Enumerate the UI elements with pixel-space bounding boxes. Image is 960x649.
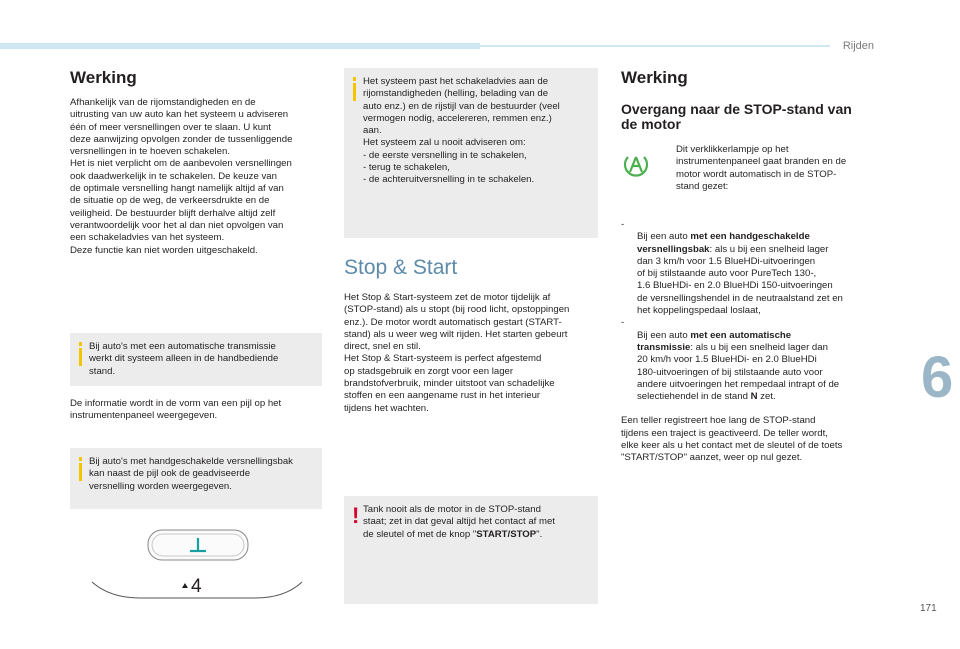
- warning-icon: !: [352, 503, 360, 528]
- stop-start-title: Stop & Start: [344, 256, 458, 279]
- section-name: Rijden: [842, 40, 874, 52]
- werking-title: Werking: [70, 68, 137, 87]
- info-icon-bar: [353, 83, 356, 101]
- info-icon: [353, 77, 356, 81]
- list-text: Bij een auto: [637, 231, 691, 243]
- page-number: 171: [920, 603, 937, 614]
- list-text: zet.: [757, 391, 776, 403]
- list-text-bold: met een handgeschakelde versnellingsbak: [637, 231, 810, 255]
- werking-intro: Afhankelijk van de rijomstandigheden en de uitrusting van uw auto kan het systeem u adviseren één of meer versnellingen over te slaan. U kunt deze aanwijzing opvolgen zonder de tussenliggende versnellingen in te hoeven schakelen. Het is niet verplicht om de aanbevolen versnellingen ook daadwerkelijk in te schakelen. De keuze van de optimale versnelling hangt namelijk altijd af van de situatie op de weg, de verkeersdrukte en de veiligheid. De bestuurder blijft derhalve altijd zelf verantwoordelijk voor het al dan niet opvolgen van een schakeladvies van het systeem. Deze functie kan niet worden uitgeschakeld.: [70, 97, 293, 256]
- info-box-auto: [70, 333, 322, 386]
- list-dash: -: [621, 317, 625, 329]
- display-note: De informatie wordt in de vorm van een pijl op het instrumentenpaneel weergegeven.: [70, 398, 282, 422]
- gear-number: 4: [191, 576, 202, 597]
- stop-start-lamp-icon: [623, 152, 649, 178]
- list-item: [621, 317, 881, 403]
- stop-start-section: [344, 256, 598, 415]
- warning-text-end: ".: [536, 528, 543, 540]
- list-text: : als u bij een snelheid lager dan 20 km/h voor 1.5 BlueHDi- en 2.0 BlueHDi 180-uitvoeringen of bij stilstaande auto voor andere uitvoeringen het rempedaal intrapt of de selectiehendel in de stand: [637, 341, 840, 403]
- info-box-system: [344, 68, 598, 238]
- info-icon: [79, 342, 82, 346]
- warning-lamp-row: [621, 144, 881, 209]
- warning-text: [363, 504, 592, 541]
- werking-title-2: Werking: [621, 68, 688, 87]
- gear-shift-indicator-illustration: [90, 520, 305, 600]
- info-auto-text: Bij auto's met een automatische transmissie werkt dit systeem alleen in de handbediende stand.: [89, 341, 279, 377]
- warning-button-label: START/STOP: [476, 528, 537, 540]
- list-text: Bij een auto: [637, 329, 691, 341]
- info-icon: [79, 457, 82, 461]
- list-item: [621, 219, 881, 317]
- werking-section: [70, 68, 322, 257]
- counter-text: Een teller registreert hoe lang de STOP-stand tijdens een traject is geactiveerd. De teller wordt, elke keer als u het contact met de sleutel of de toets "START/STOP" aanzet, weer op nul gezet.: [621, 415, 843, 464]
- lamp-description: Dit verklikkerlampje op het instrumentenpaneel gaat branden en de motor wordt automatisch in de STOP- stand gezet:: [676, 144, 847, 192]
- info-box-manual: [70, 448, 322, 509]
- warning-box: [344, 496, 598, 604]
- stop-mode-subtitle: Overgang naar de STOP-stand van de motor: [621, 101, 852, 132]
- condition-list: [621, 219, 881, 403]
- stop-start-body: Het Stop & Start-systeem zet de motor tijdelijk af (STOP-stand) als u stopt (bij rood licht, opstoppingen enz.). De motor wordt automatisch gestart (START- stand) als u weer weg wilt rijden. Het starten gebeurt direct, snel en stil. Het Stop & Start-systeem is perfect afgestemd op stadsgebruik en zorgt voor een lager brandstofverbruik, minder uitstoot van schadelijke stoffen en een aangename rust in het interieur tijdens het wachten.: [344, 292, 570, 414]
- list-dash: -: [621, 219, 625, 230]
- stop-mode-section: [621, 68, 881, 465]
- header-bar: [0, 43, 480, 49]
- warning-text-start: Tank nooit als de motor in de STOP-stand staat; zet in dat geval altijd het contact af met de sleutel of met de knop ": [363, 504, 555, 540]
- header-rule: [480, 45, 830, 47]
- info-manual-text: Bij auto's met handgeschakelde versnellingsbak kan naast de pijl ook de geadviseerde versnelling worden weergegeven.: [89, 456, 293, 492]
- list-text-bold: N: [750, 391, 758, 403]
- list-text: : als u bij een snelheid lager dan 3 km/h voor 1.5 BlueHDi-uitvoeringen of bij stilstaande auto voor PureTech 130-, 1.6 BlueHDi- en 2.0 BlueHDi 150-uitvoeringen de versnellingshendel in de neutraalstand zet en het koppelingspedaal loslaat,: [637, 243, 843, 317]
- info-system-text: Het systeem past het schakeladvies aan de rijomstandigheden (helling, belading van de auto enz.) en de rijstijl van de bestuurder (veel vermogen nodig, accelereren, remmen enz.) aan. Het systeem zal u nooit adviseren om: - de eerste versnelling in te schakelen, - terug te schakelen, - de achteruitversnelling in te schakelen.: [363, 76, 560, 186]
- info-icon-bar: [79, 348, 82, 366]
- list-text-bold: met een automatische transmissie: [637, 329, 792, 353]
- chapter-number: 6: [921, 345, 954, 410]
- info-icon-bar: [79, 463, 82, 481]
